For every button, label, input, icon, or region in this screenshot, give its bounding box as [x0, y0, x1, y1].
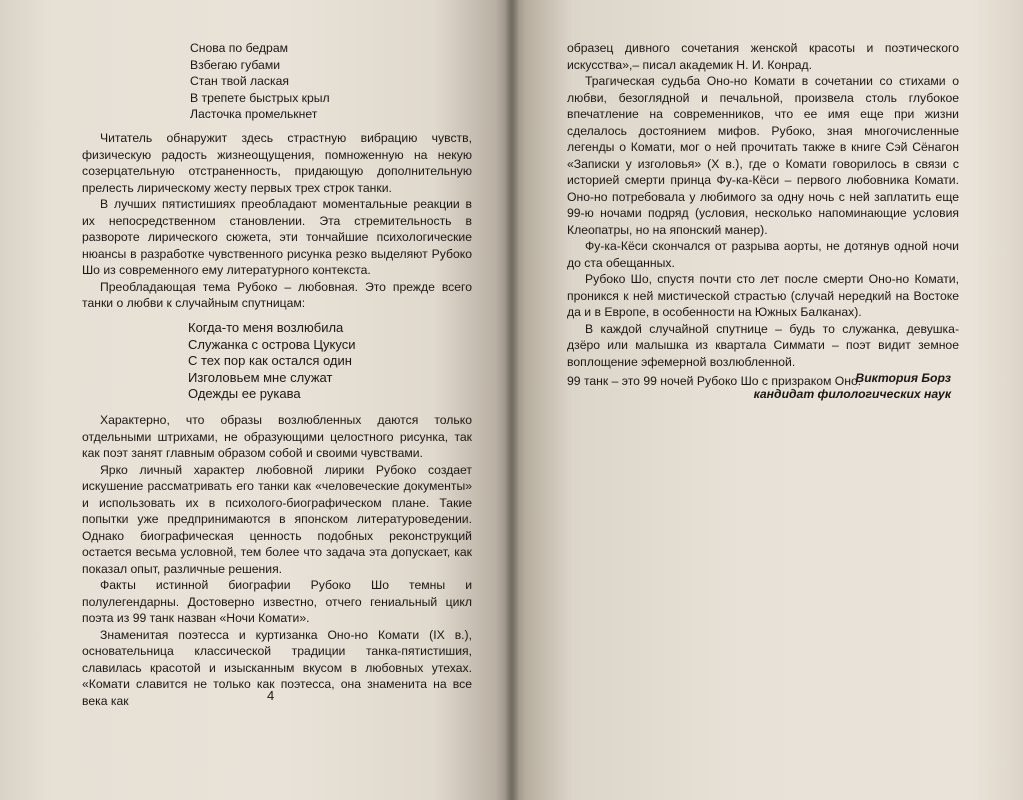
poem-line: Служанка с острова Цукуси [188, 336, 356, 352]
paragraph: Преобладающая тема Рубоко – любовная. Это прежде всего танки о любви к случайным спутницам: [82, 279, 472, 310]
poem-line: Одежды ее рукава [188, 386, 301, 401]
author-title: кандидат филологических наук [753, 387, 951, 401]
poem-1 [190, 40, 390, 123]
left-text-top [82, 130, 472, 312]
paragraph: образец дивного сочетания женской красоты и поэтического искусства»,– писал академик Н. И. Конрад. [567, 41, 959, 72]
paragraph: В лучших пятистишиях преобладают моментальные реакции в их непосредственном становлении. Эта стремительность в развороте лирического сюжета, эти тончайшие психологические нюансы в разработке чувственного рисунка резко выделяют Рубоко Шо из современного ему литературного контекста. [82, 197, 472, 277]
closing-line: 99 танк – это 99 ночей Рубоко Шо с призраком Оно. [567, 374, 862, 388]
poem-line: В трепете быстрых крыл [190, 90, 330, 105]
left-page [0, 0, 511, 800]
poem-line: Стан твой лаская [190, 74, 289, 88]
poem-line: С тех пор как остался один [188, 353, 352, 368]
paragraph: Ярко личный характер любовной лирики Рубоко создает искушение рассматривать его танки как «человеческие документы» и использовать их в психолого-биографическом плане. Такие попытки уже предпринимаются в японском литературоведении. Однако биографическая ценность подобных реконструкций остается весьма условной, тем более что задача эта допускает, как показал опыт, различные решения. [82, 462, 472, 576]
right-text [567, 40, 959, 390]
paragraph: Фу-ка-Кёси скончался от разрыва аорты, не дотянув одной ночи до ста обещанных. [567, 239, 959, 270]
paragraph: Факты истинной биографии Рубоко Шо темны и полулегендарны. Достоверно известно, отчего гениальный цикл поэта из 99 танк назван «Ночи Комати». [82, 578, 472, 625]
paragraph: Знаменитая поэтесса и куртизанка Оно-но Комати (IX в.), основательница классической традиции танка-пятистишия, славилась красотой и изысканным вкусом в любовных утехах. «Комати славится не только как поэтесса, она знаменита на все века как [82, 627, 472, 708]
poem-line: Изголовьем мне служат [188, 369, 333, 385]
paragraph: Трагическая судьба Оно-но Комати в сочетании со стихами о любви, безоглядной и печальной, произвела столь глубокое впечатление на современников, что ее имя еще при жизни сделалось достоянием мифов. Рубоко, зная многочисленные легенды о Комати, мог о ней прочитать также в книге Сэй Сёнагон «Записки у изголовья» (X в.), где о Комати говорилось в связи с историей смерти принца Фу-ка-Кёси – первого любовника Комати. Оно-но потребовала у любимого за одну ночь с ней заплатить еще 99-ю ночами подряд (условия, несколько напоминающие условия Клеопатры, но на японский манер). [567, 74, 959, 237]
poem-2 [188, 320, 418, 403]
right-page [511, 0, 1023, 800]
poem-line: Когда-то меня возлюбила [188, 320, 344, 335]
poem-line: Взбегаю губами [190, 57, 281, 72]
paragraph: Читатель обнаружит здесь страстную вибрацию чувств, физическую радость жизнеощущения, помноженную на некую созерцательную отстраненность, придающую дополнительную прелесть лирическому жесту первых трех строк танки. [82, 131, 472, 195]
poem-line: Ласточка промелькнет [190, 107, 318, 121]
poem-line: Снова по бедрам [190, 41, 288, 55]
author-signature [721, 370, 951, 402]
paragraph: В каждой случайной спутнице – будь то служанка, девушка-дзёро или малышка из квартала Симмати – поэт видит земное воплощение эфемерной возлюбленной. [567, 321, 959, 369]
left-text-bottom [82, 412, 472, 709]
author-name: Виктория Борз [855, 371, 951, 385]
paragraph: Характерно, что образы возлюбленных даются только отдельными штрихами, не образующими целостного рисунка, так как поэт занят главным образом собой и своими чувствами. [82, 413, 472, 460]
paragraph: Рубоко Шо, спустя почти сто лет после смерти Оно-но Комати, проникся к ней мистической страстью (случай нередкий на Востоке да и в Европе, в особенности на Южных Балканах). [567, 272, 959, 319]
book-gutter [505, 0, 519, 800]
page-number: 4 [267, 688, 275, 703]
